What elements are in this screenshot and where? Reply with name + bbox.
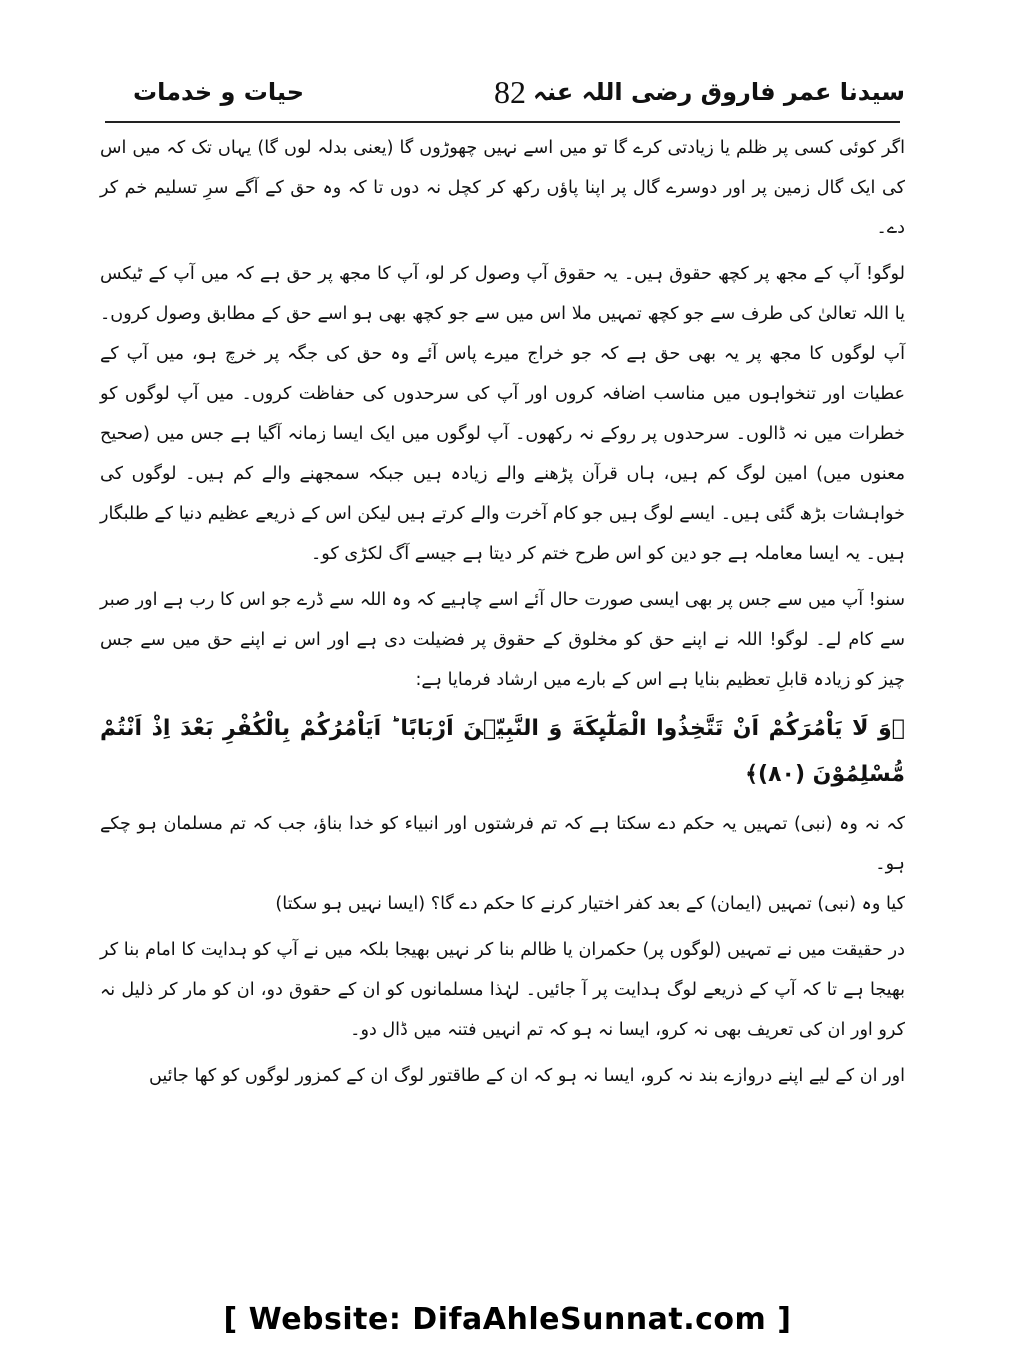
page-body — [100, 128, 905, 1102]
header-divider — [105, 121, 900, 123]
quran-verse: ﴿وَ لَا یَاْمُرَكُمْ اَنْ تَتَّخِذُوا الْمَلٰٓىِٕكَةَ وَ النَّبِیّٖنَ اَرْبَابًا ؕ اَیَاْمُرُكُمْ بِالْكُفْرِ بَعْدَ اِذْ اَنْتُمْ مُّسْلِمُوْنَ (۸۰)﴾ — [100, 716, 905, 787]
paragraph: اگر کوئی کسی پر ظلم یا زیادتی کرے گا تو میں اسے نہیں چھوڑوں گا (یعنی بدلہ لوں گا) یہاں تک کہ میں اس کی ایک گال زمین پر اور دوسرے گال پر اپنا پاؤں رکھ کر کچل نہ دوں تا کہ وہ حق کے آگے سرِ تسلیم خم کر دے۔ — [100, 138, 905, 238]
section-title: حیات و خدمات — [133, 78, 304, 106]
paragraph: در حقیقت میں نے تمہیں (لوگوں پر) حکمران یا ظالم بنا کر نہیں بھیجا بلکہ میں نے آپ کو ہدایت کا امام بنا کر بھیجا ہے تا کہ آپ کے ذریعے لوگ ہدایت پر آ جائیں۔ لہٰذا مسلمانوں کو ان کے حقوق دو، ان کو مار کر ذلیل نہ کرو اور ان کی تعریف بھی نہ کرو، ایسا نہ ہو کہ تم انہیں فتنہ میں ڈال دو۔ — [100, 940, 905, 1040]
translation-line: کیا وہ (نبی) تمہیں (ایمان) کے بعد کفر اختیار کرنے کا حکم دے گا؟ (ایسا نہیں ہو سکتا) — [275, 894, 905, 914]
paragraph: لوگو! آپ کے مجھ پر کچھ حقوق ہیں۔ یہ حقوق آپ وصول کر لو، آپ کا مجھ پر حق ہے کہ میں آپ کے ٹیکس یا اللہ تعالیٰ کی طرف سے جو کچھ تمہیں ملا اس میں سے جو کچھ بھی ہو اسے حق کے مطابق وصول کروں۔ آپ لوگوں کا مجھ پر یہ بھی حق ہے کہ جو خراج میرے پاس آئے وہ حق کی جگہ پر خرچ ہو، میں آپ کے عطیات اور تنخواہوں میں مناسب اضافہ کروں اور آپ کی سرحدوں کی حفاظت کروں۔ میں آپ لوگوں کو خطرات میں نہ ڈالوں۔ سرحدوں پر روکے نہ رکھوں۔ آپ لوگوں میں ایک ایسا زمانہ آگیا ہے جس میں (صحیح معنوں میں) امین لوگ کم ہیں، ہاں قرآن پڑھنے والے زیادہ ہیں جبکہ سمجھنے والے کم ہیں۔ لوگوں کی خواہشات بڑھ گئی ہیں۔ ایسے لوگ ہیں جو کام آخرت والے کرتے ہیں لیکن اس کے ذریعے عظیم دنیا کے طلبگار ہیں۔ یہ ایسا معاملہ ہے جو دین کو اس طرح ختم کر دیتا ہے جیسے آگ لکڑی کو۔ — [100, 264, 905, 564]
translation-line: کہ نہ وہ (نبی) تمہیں یہ حکم دے سکتا ہے کہ تم فرشتوں اور انبیاء کو خدا بناؤ، جب کہ تم مسلمان ہو چکے ہو۔ — [100, 814, 905, 874]
page-header — [105, 74, 915, 118]
paragraph: اور ان کے لیے اپنے دروازے بند نہ کرو، ایسا نہ ہو کہ ان کے طاقتور لوگ ان کے کمزور لوگوں کو کھا جائیں — [148, 1066, 905, 1086]
page-number: 82 — [494, 74, 526, 110]
paragraph: سنو! آپ میں سے جس پر بھی ایسی صورت حال آئے اسے چاہیے کہ وہ اللہ سے ڈرے جو اس کا رب ہے اور صبر سے کام لے۔ لوگو! اللہ نے اپنے حق کو مخلوق کے حقوق پر فضیلت دی ہے اور اس نے اپنے حق میں سے جس چیز کو زیادہ قابلِ تعظیم بنایا ہے اس کے بارے میں ارشاد فرمایا ہے: — [100, 590, 905, 690]
website-footer: [ Website: DifaAhleSunnat.com ] — [223, 1302, 792, 1337]
book-title: سیدنا عمر فاروق رضی اللہ عنہ — [532, 78, 905, 106]
